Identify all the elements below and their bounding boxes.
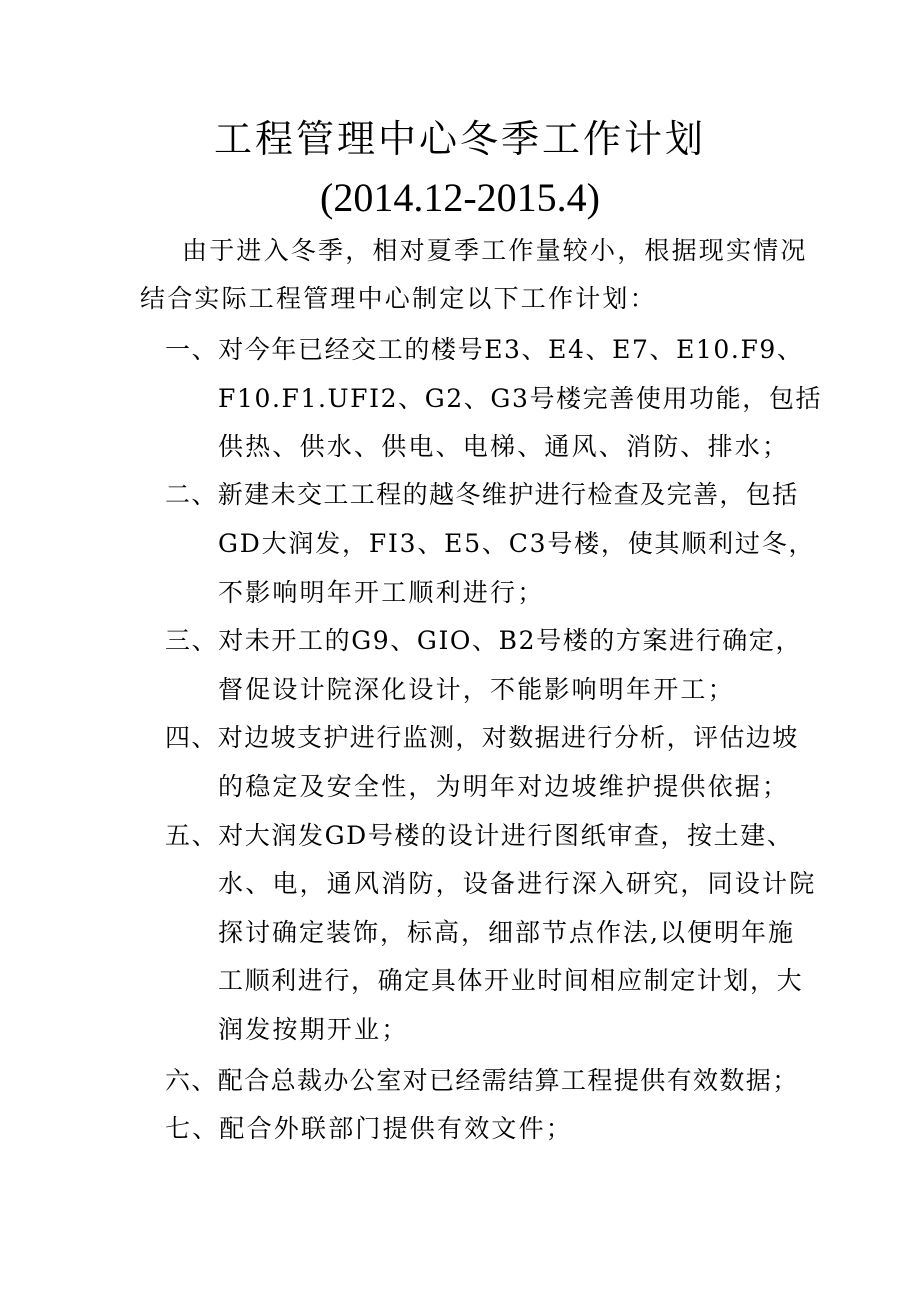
plan-item-1-line-3: 供热、供水、供电、电梯、通风、消防、排水； bbox=[218, 432, 790, 461]
plan-item-5-line-1: 五、对大润发GD号楼的设计进行图纸审查，按土建、 bbox=[165, 821, 794, 850]
document-title: 工程管理中心冬季工作计划 bbox=[213, 117, 706, 161]
plan-item-5-line-5: 润发按期开业； bbox=[218, 1015, 409, 1044]
plan-item-2-line-3: 不影响明年开工顺利进行； bbox=[218, 578, 545, 607]
intro-line-2: 结合实际工程管理中心制定以下工作计划： bbox=[140, 284, 657, 313]
intro-line-1: 由于进入冬季，相对夏季工作量较小，根据现实情况 bbox=[182, 236, 808, 265]
plan-item-4-line-1: 四、对边坡支护进行监测，对数据进行分析，评估边坡 bbox=[165, 723, 799, 752]
plan-item-3-line-2: 督促设计院深化设计，不能影响明年开工； bbox=[218, 675, 735, 704]
plan-item-1-line-2: F10.F1.UFI2、G2、G3号楼完善使用功能，包括 bbox=[218, 384, 823, 413]
plan-item-3-line-1: 三、对未开工的G9、GIO、B2号楼的方案进行确定， bbox=[165, 626, 803, 655]
plan-item-2-line-1: 二、新建未交工工程的越冬维护进行检查及完善，包括 bbox=[165, 480, 799, 509]
plan-item-5-line-3: 探讨确定装饰，标高，细部节点作法,以便明年施 bbox=[218, 918, 795, 947]
document-subtitle: (2014.12-2015.4) bbox=[320, 175, 600, 220]
plan-item-5-line-4: 工顺利进行，确定具体开业时间相应制定计划，大 bbox=[218, 966, 804, 995]
plan-item-1-line-1: 一、对今年已经交工的楼号E3、E4、E7、E10.F9、 bbox=[165, 335, 804, 364]
plan-item-6-line-1: 六、配合总裁办公室对已经需结算工程提供有效数据； bbox=[165, 1066, 799, 1095]
plan-item-2-line-2: GD大润发，FI3、E5、C3号楼，使其顺利过冬， bbox=[218, 529, 816, 558]
plan-item-7-line-1: 七、配合外联部门提供有效文件； bbox=[165, 1114, 574, 1143]
plan-item-4-line-2: 的稳定及安全性，为明年对边坡维护提供依据； bbox=[218, 772, 790, 801]
plan-item-5-line-2: 水、电，通风消防，设备进行深入研究，同设计院 bbox=[218, 869, 817, 898]
